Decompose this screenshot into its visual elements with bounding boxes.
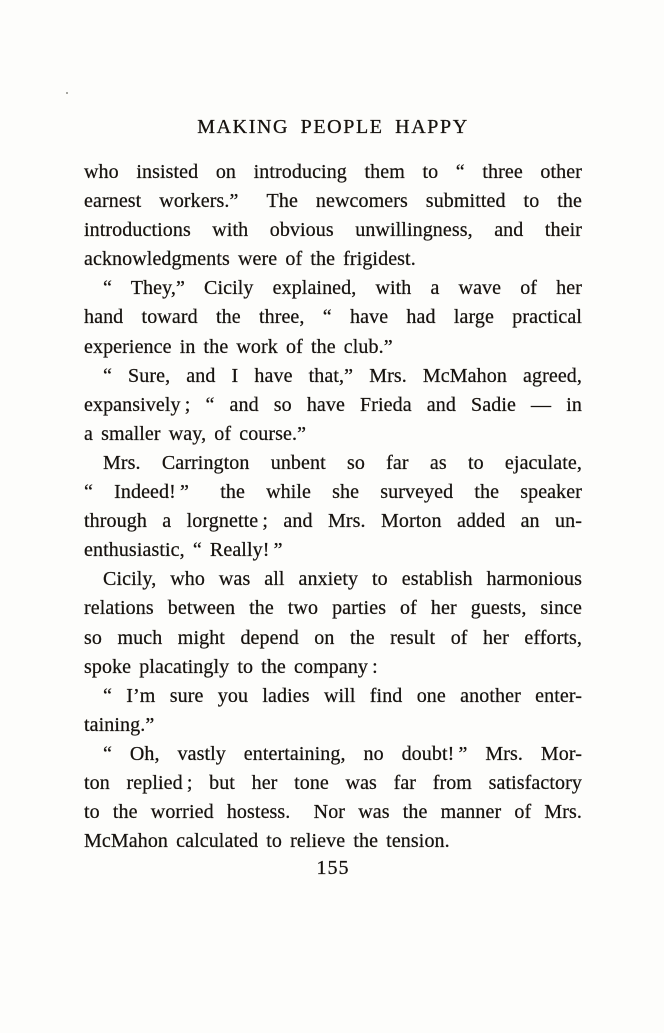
text-line: a smaller way, of course.” <box>84 422 307 445</box>
text-line: Mrs. Carrington unbent so far as to ejaculate, <box>103 451 582 474</box>
text-line: “ I’m sure you ladies will find one another enter- <box>103 684 582 707</box>
text-line: “ Indeed! ” the while she surveyed the speaker <box>84 481 582 504</box>
page-title: MAKING PEOPLE HAPPY <box>197 116 469 138</box>
text-line: “ Oh, vastly entertaining, no doubt! ” Mrs. Mor- <box>103 742 582 765</box>
text-line: earnest workers.” The newcomers submitted to the <box>84 190 582 213</box>
text-line: acknowledgments were of the frigidest. <box>84 248 416 271</box>
text-line: enthusiastic, “ Really! ” <box>84 539 283 562</box>
text-line: hand toward the three, “ have had large practical <box>84 306 582 329</box>
text-line: who insisted on introducing them to “ three other <box>84 161 582 183</box>
text-line: expansively ; “ and so have Frieda and Sadie — in <box>84 393 582 416</box>
body-text <box>84 158 582 856</box>
text-line: “ Sure, and I have that,” Mrs. McMahon agreed, <box>103 364 582 387</box>
text-line: experience in the work of the club.” <box>84 335 393 358</box>
text-line: relations between the two parties of her guests, since <box>84 597 582 620</box>
text-line: spoke placatingly to the company : <box>84 655 378 678</box>
text-line: “ They,” Cicily explained, with a wave of her <box>103 277 582 300</box>
text-line: introductions with obvious unwillingness, and their <box>84 219 582 242</box>
scan-speck <box>66 92 68 94</box>
text-line: taining.” <box>84 713 155 736</box>
text-line: to the worried hostess. Nor was the manner of Mrs. <box>84 801 582 824</box>
text-line: McMahon calculated to relieve the tension. <box>84 830 450 853</box>
page-number: 155 <box>316 857 350 879</box>
text-line: so much might depend on the result of her efforts, <box>84 626 582 649</box>
text-line: ton replied ; but her tone was far from satisfactory <box>84 771 582 794</box>
text-line: through a lorgnette ; and Mrs. Morton added an un- <box>84 510 582 533</box>
text-line: Cicily, who was all anxiety to establish harmonious <box>103 568 582 591</box>
